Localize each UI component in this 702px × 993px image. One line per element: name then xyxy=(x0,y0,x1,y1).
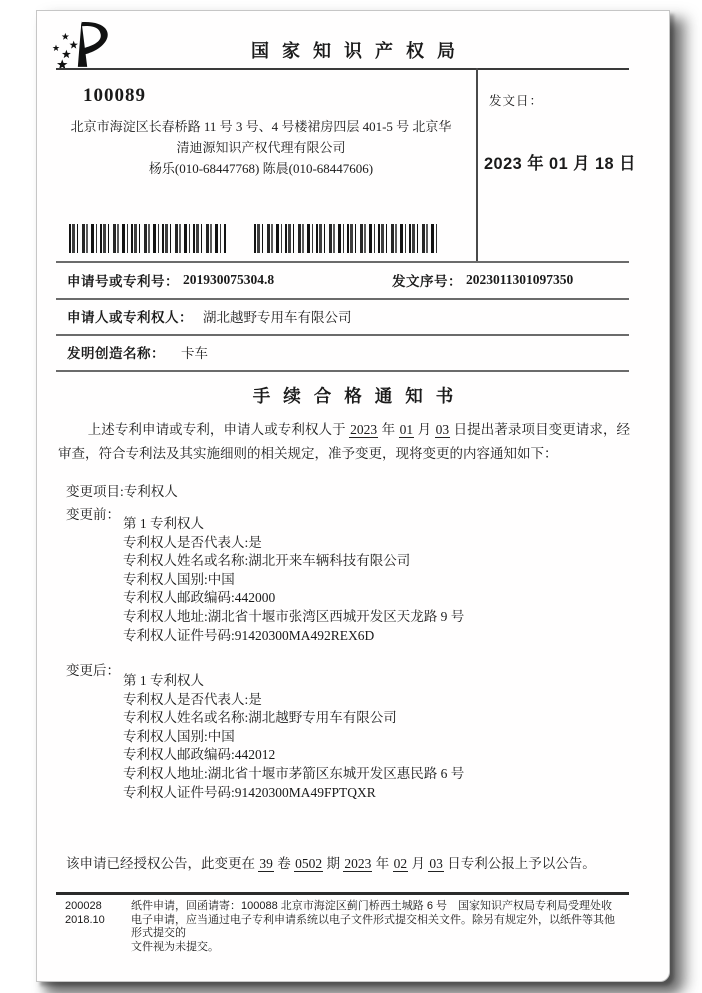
agency-name: 国家知识产权局 xyxy=(251,41,468,61)
table-row-invention xyxy=(56,334,629,370)
change-item-line: 变更项目:专利权人 xyxy=(66,484,178,499)
detail-line: 专利权人是否代表人:是 xyxy=(123,534,262,550)
gazette-year: 2023 xyxy=(344,856,372,871)
dispatch-serial-label: 发文序号： xyxy=(392,273,462,289)
table-row-applicant xyxy=(56,298,629,334)
dispatch-date-label: 发文日： xyxy=(489,94,544,108)
form-code-date: 2018.10 xyxy=(65,913,105,926)
detail-line: 专利权人证件号码:91420300MA492REX6D xyxy=(123,627,375,643)
footer-rule xyxy=(56,892,629,895)
detail-line: 第 1 专利权人 xyxy=(123,673,204,688)
detail-line: 专利权人是否代表人:是 xyxy=(123,691,262,707)
detail-line: 专利权人地址:湖北省十堰市张湾区西城开发区天龙路 9 号 xyxy=(123,608,465,624)
address-line-3: 杨乐(010-68447768) 陈晨(010-68447606) xyxy=(148,161,374,176)
footer-form-codes xyxy=(65,900,105,927)
detail-line: 第 1 专利权人 xyxy=(123,516,204,531)
invention-name-label: 发明创造名称： xyxy=(67,346,165,361)
request-month: 01 xyxy=(399,422,414,437)
footer-instruction-line: 文件视为未提交。 xyxy=(131,940,219,953)
applicant-value: 湖北越野专用车有限公司 xyxy=(203,310,352,325)
table-row-application-no xyxy=(56,261,629,298)
gazette-issue: 0502 xyxy=(295,856,323,871)
document-page xyxy=(36,10,670,982)
footer-instructions xyxy=(131,900,621,954)
footer-instruction-line: 纸件申请，回函请寄：100088 北京市海淀区蓟门桥西土城路 6 号 国家知识产权局专利局受理处收 xyxy=(131,900,612,912)
detail-line: 专利权人证件号码:91420300MA49FPTQXR xyxy=(123,784,376,800)
table-rule xyxy=(56,370,629,372)
invention-name-value: 卡车 xyxy=(181,346,208,361)
detail-line: 专利权人地址:湖北省十堰市茅箭区东城开发区惠民路 6 号 xyxy=(123,765,465,781)
detail-line: 专利权人姓名或名称:湖北开来车辆科技有限公司 xyxy=(123,553,411,569)
form-code: 200028 xyxy=(65,900,102,912)
notice-title: 手续合格通知书 xyxy=(252,386,467,406)
change-before-label: 变更前： xyxy=(66,507,120,522)
header-rule xyxy=(56,68,629,70)
detail-line: 专利权人邮政编码:442000 xyxy=(123,590,276,606)
detail-line: 专利权人邮政编码:442012 xyxy=(123,747,276,763)
application-no-value: 201930075304.8 xyxy=(183,271,275,287)
change-before-details xyxy=(123,515,464,645)
barcode-icon xyxy=(69,224,227,253)
gazette-day: 03 xyxy=(429,856,443,871)
notice-body: 上述专利申请或专利，申请人或专利权人于 2023 年 01 月 03 日提出著录项目变更请求，经审查，符合专利法及其实施细则的相关规定，准予变更，现将变更的内容通知如下： xyxy=(58,422,631,461)
address-line-1: 北京市海淀区长春桥路 11 号 3 号、4 号楼裙房四层 401-5 号 北京华 xyxy=(70,119,452,134)
gazette-month: 02 xyxy=(393,856,408,871)
recipient-postal-code: 100089 xyxy=(83,85,146,106)
applicant-label: 申请人或专利权人： xyxy=(67,310,193,325)
detail-line: 专利权人国别:中国 xyxy=(123,728,235,744)
request-year: 2023 xyxy=(350,422,378,437)
dispatch-box-divider xyxy=(476,68,478,261)
detail-line: 专利权人姓名或名称:湖北越野专用车有限公司 xyxy=(123,710,397,726)
detail-line: 专利权人国别:中国 xyxy=(123,571,235,587)
dispatch-date-value: 2023 年 01 月 18 日 xyxy=(484,154,636,173)
publication-line: 该申请已经授权公告，此变更在 39 卷 0502 期 2023 年 02 月 03 日专利公报上予以公告。 xyxy=(66,856,596,871)
application-no-label: 申请号或专利号： xyxy=(67,273,179,289)
change-after-label: 变更后： xyxy=(66,663,120,678)
dispatch-serial-value: 2023011301097350 xyxy=(466,271,574,287)
recipient-address xyxy=(53,116,469,179)
change-after-details xyxy=(123,672,464,802)
gazette-volume: 39 xyxy=(259,856,273,871)
barcode-icon xyxy=(254,224,438,253)
address-line-2: 清迪源知识产权代理有限公司 xyxy=(176,140,346,155)
request-day: 03 xyxy=(435,422,450,437)
footer-instruction-line: 电子申请，应当通过电子专利申请系统以电子文件形式提交相关文件。除另有规定外，以纸件等其他形式提交的 xyxy=(131,913,615,939)
